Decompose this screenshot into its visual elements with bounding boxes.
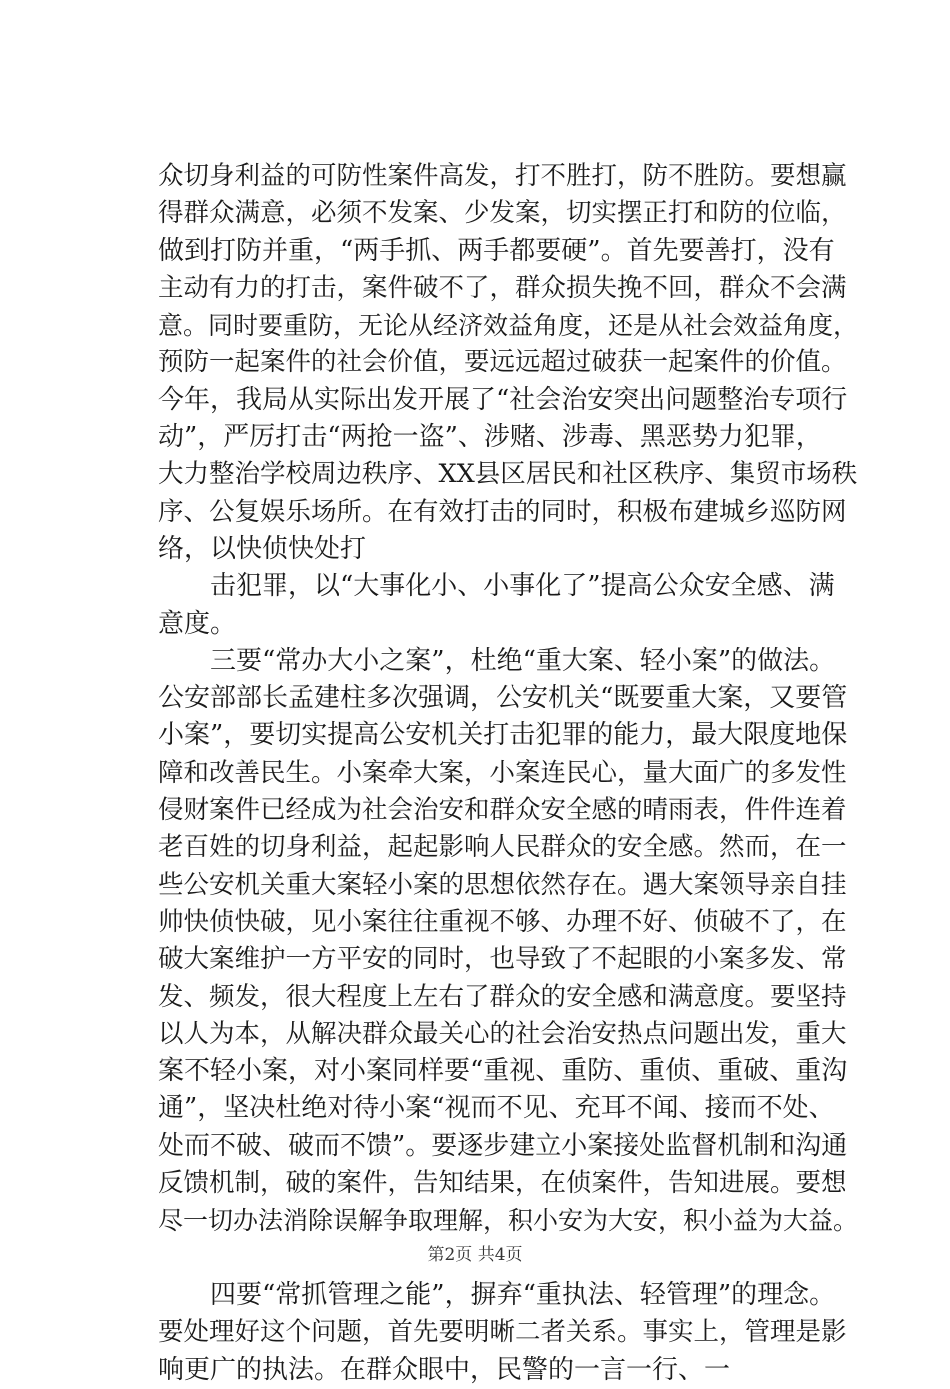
text-line: 小案”，要切实提高公安机关打击犯罪的能力，最大限度地保: [158, 720, 848, 751]
text-line: 预防一起案件的社会价值，要远远超过破获一起案件的价值。: [158, 347, 847, 378]
text-line: 案不轻小案，对小案同样要“重视、重防、重侦、重破、重沟: [158, 1056, 848, 1087]
text-line: 侵财案件已经成为社会治安和群众安全感的晴雨表，件件连着: [158, 795, 847, 826]
text-line: 发、频发，很大程度上左右了群众的安全感和满意度。要坚持: [158, 981, 847, 1012]
text-line: 障和改善民生。小案牵大案，小案连民心，量大面广的多发性: [158, 757, 847, 788]
text-line: 通”，坚决杜绝对待小案“视而不见、充耳不闻、接而不处、: [158, 1093, 835, 1124]
text-line: 处而不破、破而不馈”。要逐步建立小案接处监督机制和沟通: [158, 1130, 848, 1161]
text-line: 反馈机制，破的案件，告知结果，在侦案件，告知进展。要想: [158, 1168, 847, 1199]
text-line: 破大案维护一方平安的同时，也导致了不起眼的小案多发、常: [158, 944, 847, 975]
document-body: [158, 158, 858, 1389]
text-line: 动”，严厉打击“两抢一盗”、涉赌、涉毒、黑恶势力犯罪，: [158, 422, 822, 453]
text-line: 今年，我局从实际出发开展了“社会治安突出问题整治专项行: [158, 384, 848, 415]
text-line: 尽一切办法消除误解争取理解，积小安为大安，积小益为大益。: [158, 1206, 859, 1236]
text-line: 帅快侦快破，见小案往往重视不够、办理不好、侦破不了，在: [158, 906, 847, 937]
text-line: 意。同时要重防，无论从经济效益角度，还是从社会效益角度，: [158, 311, 859, 341]
text-line: 众切身利益的可防性案件高发，打不胜打，防不胜防。要想赢: [158, 161, 847, 191]
text-line: 主动有力的打击，案件破不了，群众损失挽不回，群众不会满: [158, 272, 847, 303]
text-line: 击犯罪，以“大事化小、小事化了”提高公众安全感、满: [158, 571, 835, 602]
text-line: 公安部部长孟建柱多次强调，公安机关“既要重大案，又要管: [158, 683, 848, 714]
text-line: 序、公复娱乐场所。在有效打击的同时，积极布建城乡巡防网: [158, 496, 847, 527]
text-line: 四要“常抓管理之能”，摒弃“重执法、轻管理”的理念。: [158, 1279, 836, 1310]
text-line: 老百姓的切身利益，起起影响人民群众的安全感。然而，在一: [158, 832, 847, 863]
text-line: 络，以快侦快处打: [158, 533, 367, 564]
text-line: 响更广的执法。在群众眼中，民警的一言一行、一: [158, 1354, 731, 1385]
text-line: 做到打防并重，“两手抓、两手都要硬”。首先要善打，没有: [158, 235, 835, 266]
text-line: 以人为本，从解决群众最关心的社会治安热点问题出发，重大: [158, 1018, 847, 1049]
page-footer: 第2页 共4页: [427, 1245, 523, 1265]
text-line: 三要“常办大小之案”，杜绝“重大案、轻小案”的做法。: [158, 645, 836, 676]
text-line: 得群众满意，必须不发案、少发案，切实摆正打和防的位临，: [158, 198, 847, 229]
text-line: 意度。: [158, 608, 237, 639]
text-line: 要处理好这个问题，首先要明晰二者关系。事实上，管理是影: [158, 1317, 847, 1348]
text-line: 大力整治学校周边秩序、XX县区居民和社区秩序、集贸市场秩: [158, 459, 858, 490]
text-line: 些公安机关重大案轻小案的思想依然存在。遇大案领导亲自挂: [158, 869, 847, 900]
